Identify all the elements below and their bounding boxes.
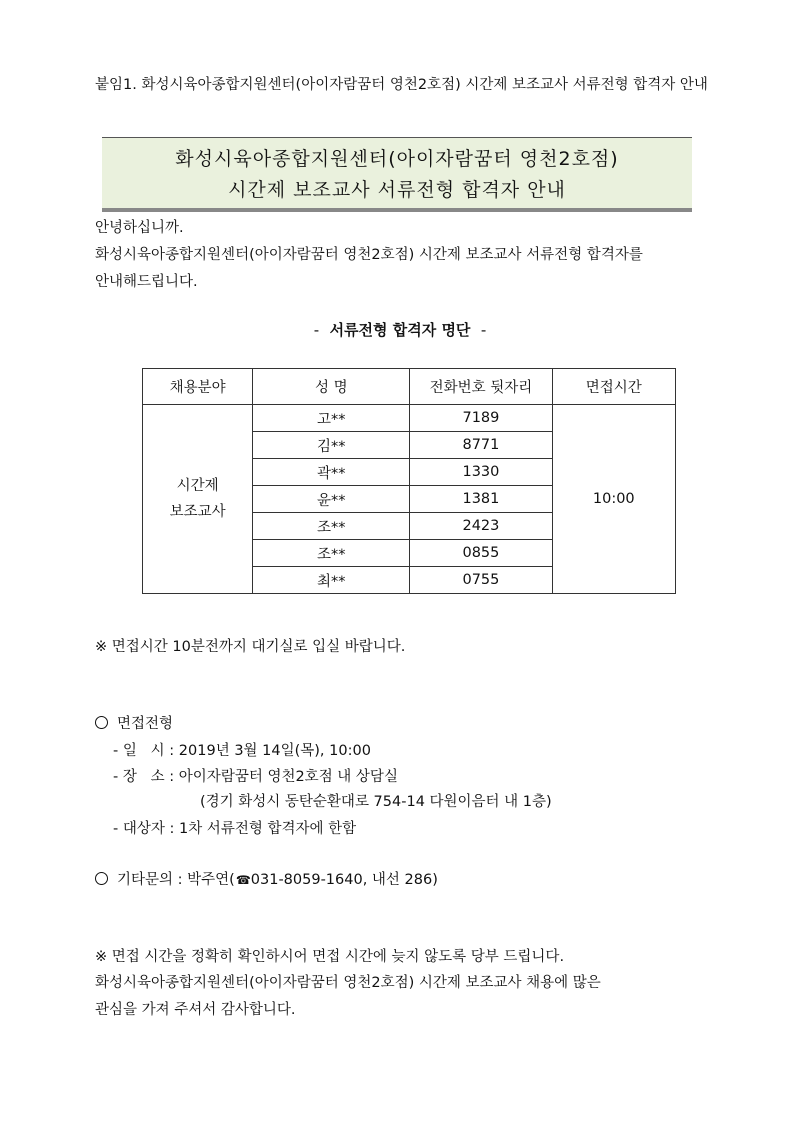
name-cell: 곽** bbox=[253, 459, 410, 486]
place-address: (경기 화성시 동탄순환대로 754-14 다원이음터 내 1층) bbox=[200, 794, 552, 810]
phone-cell: 0855 bbox=[410, 540, 552, 567]
interview-date bbox=[113, 739, 371, 760]
phone-cell: 8771 bbox=[410, 432, 552, 459]
name-cell: 고** bbox=[253, 405, 410, 432]
interview-target bbox=[113, 817, 356, 838]
applicant-table bbox=[142, 368, 676, 594]
circle-bullet-icon bbox=[95, 716, 108, 729]
name-cell: 조** bbox=[253, 513, 410, 540]
waiting-room-note: ※ 면접시간 10분전까지 대기실로 입실 바랍니다. bbox=[95, 639, 406, 655]
target-label: - 대상자 : bbox=[113, 821, 179, 837]
list-title bbox=[0, 319, 800, 340]
intro-line-2: 화성시육아종합지원센터(아이자람꿈터 영천2호점) 시간제 보조교사 서류전형 합격자를 bbox=[95, 247, 643, 263]
circle-bullet-icon bbox=[95, 872, 108, 885]
title-line-1: 화성시육아종합지원센터(아이자람꿈터 영천2호점) bbox=[175, 148, 619, 170]
table-header-row bbox=[143, 369, 676, 405]
closing-line-3: 관심을 가져 주셔서 감사합니다. bbox=[95, 1002, 296, 1018]
header-phone: 전화번호 뒷자리 bbox=[410, 369, 552, 405]
date-value: 2019년 3월 14일(목), 10:00 bbox=[178, 743, 371, 759]
name-cell: 조** bbox=[253, 540, 410, 567]
field-line-1: 시간제 bbox=[176, 478, 219, 494]
attachment-line: 붙임1. 화성시육아종합지원센터(아이자람꿈터 영천2호점) 시간제 보조교사 서류전형 합격자 안내 bbox=[95, 77, 708, 93]
target-value: 1차 서류전형 합격자에 한함 bbox=[178, 821, 357, 837]
table-row bbox=[143, 405, 676, 432]
phone-cell: 1330 bbox=[410, 459, 552, 486]
interview-heading bbox=[95, 712, 173, 733]
list-title-dash-left: - bbox=[313, 321, 320, 339]
phone-cell: 2423 bbox=[410, 513, 552, 540]
list-title-text: 서류전형 합격자 명단 bbox=[329, 321, 471, 339]
interview-place bbox=[113, 765, 398, 786]
intro-greeting: 안녕하십니까. bbox=[95, 220, 184, 236]
interview-heading-text: 면접전형 bbox=[117, 716, 174, 732]
title-line-2: 시간제 보조교사 서류전형 합격자 안내 bbox=[228, 179, 566, 201]
place-label: - 장 소 : bbox=[113, 769, 179, 785]
contact-phone: 031-8059-1640, 내선 286) bbox=[250, 872, 438, 888]
name-cell: 윤** bbox=[253, 486, 410, 513]
header-field: 채용분야 bbox=[143, 369, 253, 405]
place-value: 아이자람꿈터 영천2호점 내 상담실 bbox=[178, 769, 398, 785]
phone-cell: 1381 bbox=[410, 486, 552, 513]
contact-line bbox=[95, 868, 438, 889]
phone-icon: ☎ bbox=[235, 873, 251, 887]
closing-line-2: 화성시육아종합지원센터(아이자람꿈터 영천2호점) 시간제 보조교사 채용에 많은 bbox=[95, 975, 601, 991]
closing-line-1: ※ 면접 시간을 정확히 확인하시어 면접 시간에 늦지 않도록 당부 드립니다. bbox=[95, 949, 565, 965]
name-cell: 최** bbox=[253, 567, 410, 594]
phone-cell: 7189 bbox=[410, 405, 552, 432]
interview-time-cell: 10:00 bbox=[552, 405, 675, 594]
phone-cell: 0755 bbox=[410, 567, 552, 594]
field-line-2: 보조교사 bbox=[169, 504, 226, 520]
list-title-dash-right: - bbox=[480, 321, 487, 339]
intro-line-3: 안내해드립니다. bbox=[95, 274, 198, 290]
header-interview-time: 면접시간 bbox=[552, 369, 675, 405]
name-cell: 김** bbox=[253, 432, 410, 459]
field-cell bbox=[143, 405, 253, 594]
date-label: - 일 시 : bbox=[113, 743, 179, 759]
title-box bbox=[102, 137, 692, 212]
contact-label: 기타문의 : 박주연( bbox=[117, 872, 235, 888]
header-name: 성 명 bbox=[253, 369, 410, 405]
